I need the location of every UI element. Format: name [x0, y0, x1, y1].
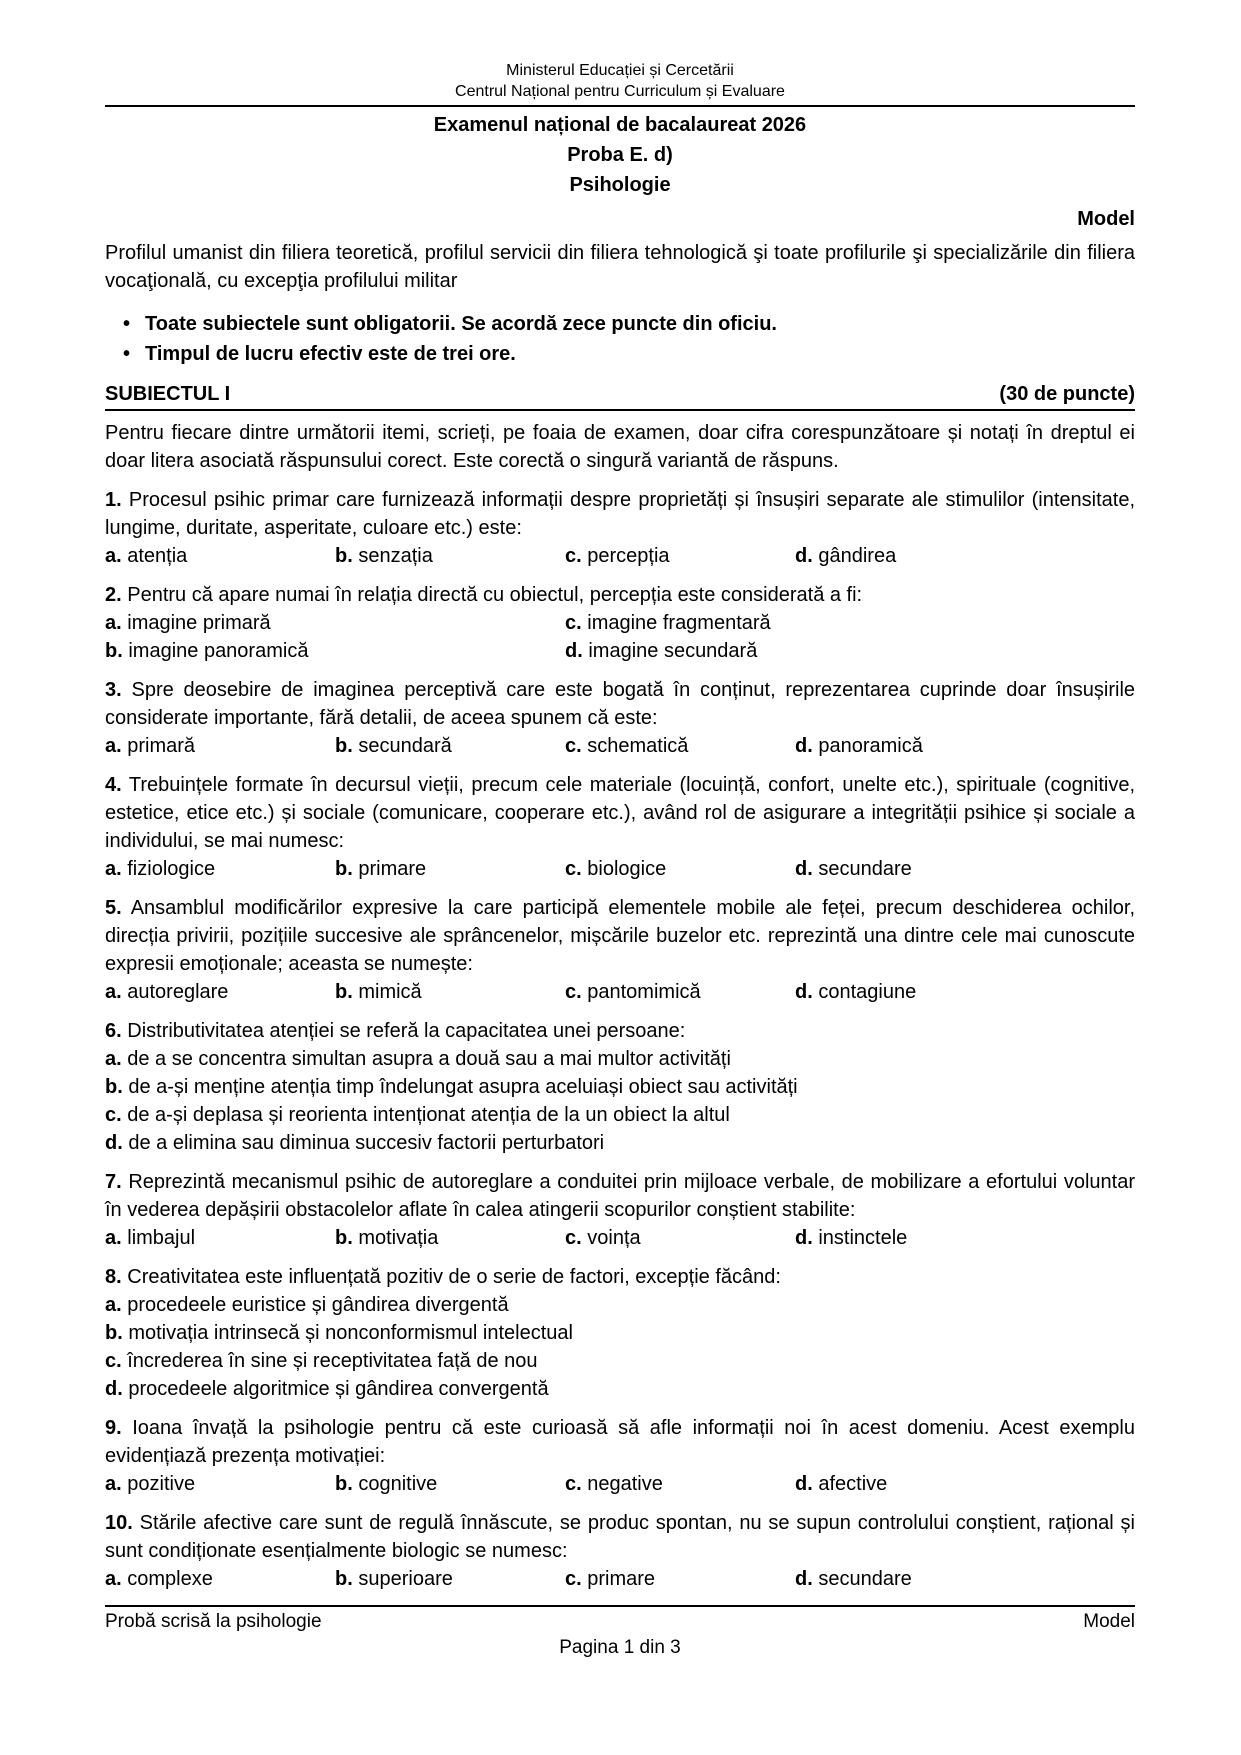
question-text: Ansamblul modificărilor expresive la care participă elementele mobile ale feței, precum deschiderea ochilor, direcția privirii, pozițiile succesive ale sprâncenelor, mișcările buzelor etc. reprezintă una dintre cele mai cunoscute expresii emoționale; aceasta se numește: — [105, 897, 1135, 975]
option-text: imagine primară — [127, 612, 271, 634]
option-d — [795, 855, 1135, 883]
option-letter: a. — [105, 981, 122, 1003]
question-statement — [105, 1414, 1135, 1470]
question-4 — [105, 771, 1135, 883]
option-c — [565, 1470, 795, 1498]
option-letter: d. — [795, 1227, 813, 1249]
option-b — [335, 978, 565, 1006]
option-text: fiziologice — [127, 858, 216, 880]
footer-left: Probă scrisă la psihologie — [105, 1611, 322, 1632]
option-text: negative — [587, 1473, 663, 1495]
option-letter: a. — [105, 1048, 122, 1070]
option-a — [105, 609, 565, 637]
option-letter: b. — [105, 1322, 123, 1344]
option-c — [565, 1224, 795, 1252]
question-number: 5. — [105, 897, 122, 919]
question-text: Stările afective care sunt de regulă înnăscute, se produc spontan, nu se supun controlului conștient, rațional și sunt condiționate esențialmente biologic se numesc: — [105, 1512, 1135, 1562]
footer-rule — [105, 1605, 1135, 1607]
option-b — [335, 732, 565, 760]
option-a — [105, 1291, 1135, 1319]
question-statement — [105, 1509, 1135, 1565]
option-d — [795, 1224, 1135, 1252]
option-text: primare — [587, 1568, 656, 1590]
option-letter: a. — [105, 1227, 122, 1249]
option-a — [105, 855, 335, 883]
option-letter: b. — [105, 1076, 123, 1098]
option-text: de a-și deplasa și reorienta intenționat atenția de la un obiect la altul — [127, 1104, 730, 1126]
option-letter: b. — [335, 1473, 353, 1495]
option-text: percepția — [587, 545, 670, 567]
questions-container — [105, 486, 1135, 1593]
option-c — [565, 855, 795, 883]
option-letter: c. — [565, 858, 582, 880]
option-text: afective — [818, 1473, 888, 1495]
options — [105, 1291, 1135, 1403]
option-letter: a. — [105, 858, 122, 880]
notice-bullet: • Timpul de lucru efectiv este de trei ore. — [123, 339, 1135, 369]
center-line: Centrul Național pentru Curriculum și Evaluare — [455, 83, 785, 100]
option-text: secundare — [818, 858, 912, 880]
question-number: 9. — [105, 1417, 122, 1439]
option-text: de a se concentra simultan asupra a două sau a mai multor activități — [127, 1048, 731, 1070]
option-text: pozitive — [127, 1473, 196, 1495]
question-number: 7. — [105, 1171, 122, 1193]
section-intro: Pentru fiecare dintre următorii itemi, scrieți, pe foaia de examen, doar cifra corespunzătoare și notați în dreptul ei doar litera asociată răspunsului corect. Este corectă o singură variantă de răspuns. — [105, 422, 1135, 472]
question-number: 10. — [105, 1512, 133, 1534]
option-d — [795, 1470, 1135, 1498]
options — [105, 542, 1135, 570]
option-letter: a. — [105, 545, 122, 567]
question-number: 8. — [105, 1266, 122, 1288]
option-text: de a elimina sau diminua succesiv factorii perturbatori — [128, 1132, 605, 1154]
option-letter: c. — [565, 735, 582, 757]
question-statement — [105, 1263, 1135, 1291]
section-points: (30 de puncte) — [999, 383, 1135, 405]
question-text: Procesul psihic primar care furnizează informații despre proprietăți și însușiri separate ale stimulilor (intensitate, lungime, duritate, asperitate, culoare etc.) este: — [105, 489, 1135, 539]
model-label: Model — [1077, 208, 1135, 230]
question-number: 1. — [105, 489, 122, 511]
option-d — [795, 732, 1135, 760]
option-letter: a. — [105, 612, 122, 634]
option-letter: c. — [565, 545, 582, 567]
profile-paragraph: Profilul umanist din filiera teoretică, profilul servicii din filiera tehnologică şi toate profilurile şi specializările din filiera vocaţională, cu excepţia profilului militar — [105, 242, 1135, 292]
question-number: 3. — [105, 679, 122, 701]
question-statement — [105, 676, 1135, 732]
option-d — [795, 978, 1135, 1006]
question-6 — [105, 1017, 1135, 1157]
option-letter: c. — [565, 1473, 582, 1495]
question-8 — [105, 1263, 1135, 1403]
option-text: de a-și menține atenția timp îndelungat asupra aceluiași obiect sau activități — [128, 1076, 798, 1098]
option-letter: c. — [565, 1568, 582, 1590]
question-1 — [105, 486, 1135, 570]
question-text: Reprezintă mecanismul psihic de autoreglare a conduitei prin mijloace verbale, de mobilizare a efortului voluntar în vederea depășirii obstacolelor aflate în calea atingerii scopurilor conștient stabilite: — [105, 1171, 1135, 1221]
option-text: primare — [358, 858, 427, 880]
option-letter: c. — [105, 1350, 122, 1372]
option-b — [105, 1319, 1135, 1347]
option-text: primară — [127, 735, 196, 757]
option-text: motivația intrinsecă și nonconformismul intelectual — [128, 1322, 573, 1344]
option-c — [105, 1347, 1135, 1375]
options — [105, 1045, 1135, 1157]
option-d — [795, 542, 1135, 570]
option-text: gândirea — [818, 545, 897, 567]
option-letter: c. — [105, 1104, 122, 1126]
proba-title: Proba E. d) — [567, 144, 673, 166]
option-letter: b. — [335, 1227, 353, 1249]
question-text: Creativitatea este influențată pozitiv de o serie de factori, excepție făcând: — [127, 1266, 781, 1288]
question-text: Pentru că apare numai în relația directă cu obiectul, percepția este considerată a fi: — [127, 584, 863, 606]
option-text: imagine panoramică — [128, 640, 309, 662]
header-rule — [105, 105, 1135, 107]
option-letter: d. — [795, 981, 813, 1003]
option-letter: c. — [565, 1227, 582, 1249]
question-statement — [105, 771, 1135, 855]
option-letter: b. — [335, 545, 353, 567]
option-letter: c. — [565, 981, 582, 1003]
option-text: panoramică — [818, 735, 923, 757]
question-statement — [105, 894, 1135, 978]
option-a — [105, 542, 335, 570]
option-c — [105, 1101, 1135, 1129]
option-text: limbajul — [127, 1227, 196, 1249]
question-statement — [105, 486, 1135, 542]
options — [105, 1224, 1135, 1252]
option-text: cognitive — [358, 1473, 438, 1495]
option-a — [105, 978, 335, 1006]
option-a — [105, 1565, 335, 1593]
option-text: biologice — [587, 858, 667, 880]
question-10 — [105, 1509, 1135, 1593]
ministry-line: Ministerul Educației și Cercetării — [506, 62, 734, 79]
option-text: procedeele algoritmice și gândirea convergentă — [128, 1378, 549, 1400]
option-c — [565, 978, 795, 1006]
options — [105, 978, 1135, 1006]
option-letter: a. — [105, 1473, 122, 1495]
options — [105, 609, 1135, 665]
option-text: pantomimică — [587, 981, 701, 1003]
option-c — [565, 1565, 795, 1593]
option-letter: a. — [105, 1568, 122, 1590]
section-title: SUBIECTUL I — [105, 383, 231, 405]
option-d — [105, 1129, 1135, 1157]
question-number: 4. — [105, 774, 122, 796]
question-2 — [105, 581, 1135, 665]
option-letter: a. — [105, 1294, 122, 1316]
option-text: încrederea în sine și receptivitatea față de nou — [127, 1350, 538, 1372]
option-text: mimică — [358, 981, 422, 1003]
options — [105, 1565, 1135, 1593]
option-d — [565, 637, 1135, 665]
option-b — [335, 542, 565, 570]
option-d — [795, 1565, 1135, 1593]
option-text: imagine secundară — [588, 640, 758, 662]
question-5 — [105, 894, 1135, 1006]
question-3 — [105, 676, 1135, 760]
option-c — [565, 542, 795, 570]
option-text: procedeele euristice și gândirea divergentă — [127, 1294, 509, 1316]
option-text: complexe — [127, 1568, 213, 1590]
question-statement — [105, 1168, 1135, 1224]
option-text: senzația — [358, 545, 433, 567]
option-a — [105, 1045, 1135, 1073]
option-text: secundară — [358, 735, 452, 757]
question-9 — [105, 1414, 1135, 1498]
option-letter: b. — [335, 1568, 353, 1590]
section-heading — [105, 381, 1135, 411]
question-text: Distributivitatea atenției se referă la capacitatea unei persoane: — [127, 1020, 686, 1042]
question-text: Ioana învață la psihologie pentru că este curioasă să afle informații noi în acest domeniu. Acest exemplu evidențiază prezența motivației: — [105, 1417, 1135, 1467]
option-letter: b. — [105, 640, 123, 662]
option-text: voința — [587, 1227, 641, 1249]
option-letter: d. — [795, 1568, 813, 1590]
option-text: secundare — [818, 1568, 912, 1590]
option-text: imagine fragmentară — [587, 612, 771, 634]
option-c — [565, 609, 1135, 637]
option-b — [335, 1565, 565, 1593]
option-d — [105, 1375, 1135, 1403]
option-b — [335, 1470, 565, 1498]
question-7 — [105, 1168, 1135, 1252]
option-letter: d. — [795, 1473, 813, 1495]
option-text: motivația — [358, 1227, 439, 1249]
question-statement — [105, 1017, 1135, 1045]
options — [105, 855, 1135, 883]
question-number: 6. — [105, 1020, 122, 1042]
option-a — [105, 732, 335, 760]
option-letter: d. — [795, 735, 813, 757]
footer-page-number: Pagina 1 din 3 — [559, 1637, 681, 1658]
option-text: contagiune — [818, 981, 917, 1003]
option-b — [335, 855, 565, 883]
option-letter: b. — [335, 981, 353, 1003]
option-letter: d. — [795, 545, 813, 567]
option-c — [565, 732, 795, 760]
question-number: 2. — [105, 584, 122, 606]
option-letter: d. — [105, 1378, 123, 1400]
notice-bullet: • Toate subiectele sunt obligatorii. Se acordă zece puncte din oficiu. — [123, 309, 1135, 339]
question-text: Trebuințele formate în decursul vieții, precum cele materiale (locuință, confort, unelte etc.), spirituale (cognitive, estetice, etice etc.) și sociale (comunicare, cooperare etc.), având rol de asigurare a integrității psihice și sociale a individului, se mai numesc: — [105, 774, 1135, 852]
option-letter: b. — [335, 735, 353, 757]
option-letter: d. — [105, 1132, 123, 1154]
question-text: Spre deosebire de imaginea perceptivă care este bogată în conținut, reprezentarea cuprinde doar însușirile considerate importante, fără detalii, de aceea spunem că este: — [105, 679, 1136, 729]
options — [105, 732, 1135, 760]
option-text: atenția — [127, 545, 188, 567]
question-statement — [105, 581, 1135, 609]
option-b — [105, 637, 565, 665]
option-letter: d. — [795, 858, 813, 880]
subject-title: Psihologie — [569, 174, 671, 196]
option-letter: d. — [565, 640, 583, 662]
option-text: schematică — [587, 735, 689, 757]
exam-title: Examenul național de bacalaureat 2026 — [433, 114, 807, 136]
notice-list — [105, 309, 1135, 369]
option-a — [105, 1470, 335, 1498]
option-a — [105, 1224, 335, 1252]
option-text: instinctele — [818, 1227, 908, 1249]
option-letter: c. — [565, 612, 582, 634]
option-text: superioare — [358, 1568, 453, 1590]
option-letter: a. — [105, 735, 122, 757]
option-b — [335, 1224, 565, 1252]
option-b — [105, 1073, 1135, 1101]
options — [105, 1470, 1135, 1498]
page-footer — [105, 1605, 1135, 1661]
footer-right: Model — [1083, 1611, 1135, 1632]
option-letter: b. — [335, 858, 353, 880]
option-text: autoreglare — [127, 981, 229, 1003]
